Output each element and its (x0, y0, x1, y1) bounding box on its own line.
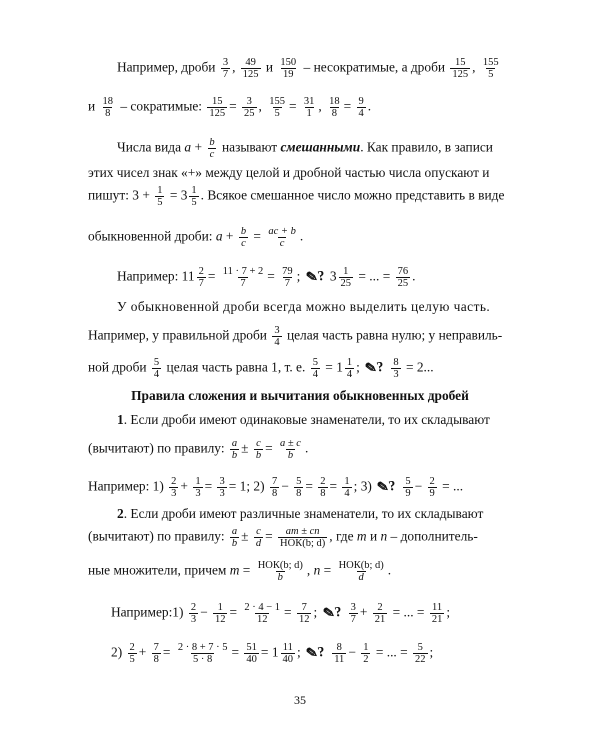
fraction: $\frac{3}{4}$ (274, 325, 280, 349)
text: этих чисел знак «+» между целой и дробной частью числа опускают и (88, 165, 490, 180)
fraction: $\frac{b}{c}$ (240, 226, 247, 250)
fraction: $\frac{3}{7}$ (350, 602, 356, 626)
fraction: $\frac{2}{21}$ (374, 602, 386, 626)
example-mixed-line: Например: 11 $\frac{2}{7}$ = $\frac{11 \cdot 7 + 2}{7}$ = $\frac{79}{7}$ ; ✎? 3 $\frac{1}{25}$ = ... = $\frac{76}{25}$ . (117, 266, 416, 290)
fraction: НОК(b; d) d (338, 560, 384, 584)
text: и (265, 59, 274, 75)
text: обыкновенной дроби: (88, 228, 213, 244)
rule1-example: Например: 1) $\frac{2}{3}$ + $\frac{1}{3}$ = $\frac{3}{3}$ = 1; 2) $\frac{7}{8}$ − $\frac{5}{8}$ = $\frac{2}{8}$ = $\frac{1}{4}$ ; 3) ✎? $\frac{5}{9}$ − $\frac{2}{9}$ = ... (88, 476, 464, 500)
fraction: $\frac{1}{5}$ (157, 185, 163, 209)
fraction: $\frac{a \pm c}{b}$ (280, 438, 301, 462)
text: Например: (117, 268, 179, 284)
fraction: $\frac{2}{9}$ (429, 476, 435, 500)
para3-line3: ной дроби $\frac{5}{4}$ целая часть равна 1, т. е. $\frac{5}{4}$ = 1 $\frac{1}{4}$ ; ✎? $\frac{8}{3}$ = 2... (88, 357, 434, 381)
rule2-example2: 2) $\frac{2}{5}$ + $\frac{7}{8}$ = $\frac{2 \cdot 8 + 7 \cdot 5}{5 \cdot 8}$ = $\frac{51}{40}$ = 1 $\frac{11}{40}$ ; ✎? $\frac{8}{11}$ − $\frac{1}{2}$ = ... = $\frac{5}{22}$ ; (111, 642, 434, 666)
fraction: $\frac{15}{125}$ (209, 96, 226, 120)
fraction: $\frac{3}{3}$ (219, 476, 225, 500)
fraction: $\frac{11}{40}$ (282, 642, 294, 666)
fraction: $\frac{1}{2}$ (363, 642, 369, 666)
question-pen-icon: ✎? (304, 268, 326, 286)
fraction: $\frac{ac + b}{c}$ (268, 226, 296, 250)
text: называют (221, 139, 278, 155)
para3-line2 (0, 325, 600, 348)
fraction: $\frac{155}{5}$ (269, 96, 285, 120)
page-number: 35 (294, 693, 306, 707)
para2-line2 (0, 165, 600, 181)
fraction: $\frac{2 \cdot 8 + 7 \cdot 5}{5 \cdot 8}$ (177, 642, 228, 666)
rule2-line3: ные множители, причем m = НОК(b; d) b , n = НОК(b; d) d . (88, 560, 392, 584)
question-pen-icon: ✎? (321, 604, 343, 622)
text: и (88, 98, 96, 114)
rule2-line2: (вычитают) по правилу: $\frac{a}{b}$ ± $\frac{c}{d}$ = am ± cn НОК(b; d) , где m и n – дополнитель- (88, 526, 478, 550)
fraction: НОК(b; d) b (257, 560, 303, 584)
rule1-line1 (0, 412, 600, 428)
text: пишут: (88, 187, 129, 203)
fraction: $\frac{5}{9}$ (405, 476, 411, 500)
fraction: $\frac{7}{12}$ (298, 602, 310, 626)
text: (вычитают) по правилу: (88, 440, 225, 456)
text: целая часть равна нулю; у неправиль- (286, 327, 503, 343)
fraction: $\frac{18}{8}$ (329, 96, 340, 120)
fraction: $\frac{3}{25}$ (244, 96, 255, 120)
fraction: $\frac{a}{b}$ (231, 438, 238, 462)
term-mixed: смешанными (280, 139, 361, 155)
fraction: am ± cn НОК(b; d) (280, 526, 326, 550)
fraction: $\frac{b}{c}$ (209, 137, 215, 161)
para2-line4: обыкновенной дроби: a + $\frac{b}{c}$ = $\frac{ac + b}{c}$ . (88, 226, 304, 250)
para3-line1 (0, 299, 600, 315)
rule-number: 1 (117, 412, 124, 427)
fraction: $\frac{2}{5}$ (129, 642, 135, 666)
para1-line1: Например, дроби $\frac{3}{7}$ , $\frac{49}{125}$ и $\frac{150}{19}$ – несократимые, а дроби $\frac{15}{125}$ , $\frac{155}{5}$ (117, 57, 499, 81)
text: ные множители, причем (88, 562, 227, 578)
text: ной дроби (88, 359, 147, 375)
fraction: $\frac{11}{21}$ (431, 602, 443, 626)
rule1-line2: (вычитают) по правилу: $\frac{a}{b}$ ± $\frac{c}{b}$ = $\frac{a \pm c}{b}$ . (88, 438, 309, 462)
fraction: $\frac{7}{8}$ (153, 642, 159, 666)
fraction: $\frac{1}{4}$ (344, 476, 350, 500)
fraction: $\frac{5}{4}$ (153, 357, 160, 381)
fraction: $\frac{15}{125}$ (452, 57, 469, 81)
rule-number: 2 (117, 506, 124, 521)
section-title: Правила сложения и вычитания обыкновенных дробей (131, 388, 469, 403)
fraction: $\frac{c}{b}$ (255, 438, 262, 462)
fraction: $\frac{49}{125}$ (242, 57, 259, 81)
fraction: $\frac{5}{4}$ (312, 357, 318, 381)
fraction: $\frac{c}{d}$ (255, 526, 262, 550)
fraction: $\frac{18}{8}$ (102, 96, 114, 120)
fraction: $\frac{1}{3}$ (195, 476, 201, 500)
fraction: $\frac{8}{11}$ (334, 642, 345, 666)
question-pen-icon: ✎? (305, 644, 326, 662)
rule2-example1: Например:1) $\frac{2}{3}$ − $\frac{1}{12}$ = $\frac{2 \cdot 4 - 1}{12}$ = $\frac{7}{12}$ ; ✎? $\frac{3}{7}$ + $\frac{2}{21}$ = ... = $\frac{11}{21}$ ; (111, 602, 451, 626)
para2-line3: пишут: 3 + $\frac{1}{5}$ = 3 $\frac{1}{5}$ . Всякое смешанное число можно представить в виде (88, 185, 505, 209)
fraction: $\frac{1}{5}$ (191, 185, 197, 209)
fraction: $\frac{1}{12}$ (214, 602, 226, 626)
text: Например, у правильной дроби (88, 327, 267, 343)
fraction: $\frac{a}{b}$ (231, 526, 238, 550)
text: (вычитают) по правилу: (88, 528, 225, 544)
fraction: $\frac{5}{22}$ (415, 642, 426, 666)
text: . Как правило, в записи (360, 139, 493, 155)
fraction: $\frac{3}{7}$ (222, 57, 229, 81)
text: Числа вида (117, 139, 182, 155)
text: . Если дроби имеют одинаковые знаменатели, то их складывают (123, 412, 490, 427)
fraction: $\frac{1}{4}$ (346, 357, 353, 381)
fraction: $\frac{51}{40}$ (246, 642, 257, 666)
text: Например: 1) (88, 478, 164, 494)
fraction: $\frac{2}{3}$ (171, 476, 177, 500)
fraction: $\frac{76}{25}$ (397, 266, 409, 290)
question-pen-icon: ✎? (376, 478, 397, 496)
rule2-line1 (0, 506, 600, 522)
text: целая часть равна 1, т. е. (166, 359, 306, 375)
fraction: $\frac{79}{7}$ (282, 266, 293, 290)
text: Например, дроби (117, 59, 216, 75)
fraction: $\frac{31}{1}$ (303, 96, 315, 120)
fraction: $\frac{2}{7}$ (198, 266, 204, 290)
fraction: $\frac{5}{8}$ (296, 476, 302, 500)
fraction: $\frac{150}{19}$ (280, 57, 297, 81)
fraction: $\frac{155}{5}$ (482, 57, 499, 81)
text: . Если дроби имеют различные знаменатели, то их складывают (123, 506, 484, 521)
fraction: $\frac{11 \cdot 7 + 2}{7}$ (222, 266, 264, 290)
fraction: $\frac{8}{3}$ (393, 357, 399, 381)
fraction: $\frac{9}{4}$ (358, 96, 364, 120)
text: У обыкновенной дроби всегда можно выделить целую часть. (117, 299, 491, 314)
fraction: $\frac{2}{3}$ (190, 602, 197, 626)
fraction: $\frac{2 \cdot 4 - 1}{12}$ (244, 602, 281, 626)
para2-line1: Числа вида a + $\frac{b}{c}$ называют смешанными. Как правило, в записи (117, 137, 493, 161)
fraction: $\frac{1}{25}$ (340, 266, 352, 290)
para1-line2: и $\frac{18}{8}$ – сократимые: $\frac{15}{125}$ = $\frac{3}{25}$ , $\frac{155}{5}$ = $\frac{31}{1}$ , $\frac{18}{8}$ = $\frac{9}{4}$ . (88, 96, 372, 120)
text: – сократимые: (120, 98, 203, 114)
text: – несократимые, а дроби (303, 59, 446, 75)
fraction: $\frac{7}{8}$ (271, 476, 278, 500)
question-pen-icon: ✎? (364, 359, 385, 377)
text: Например:1) (111, 604, 184, 620)
fraction: $\frac{2}{8}$ (320, 476, 326, 500)
text: . Всякое смешанное число можно представить в виде (200, 187, 505, 203)
